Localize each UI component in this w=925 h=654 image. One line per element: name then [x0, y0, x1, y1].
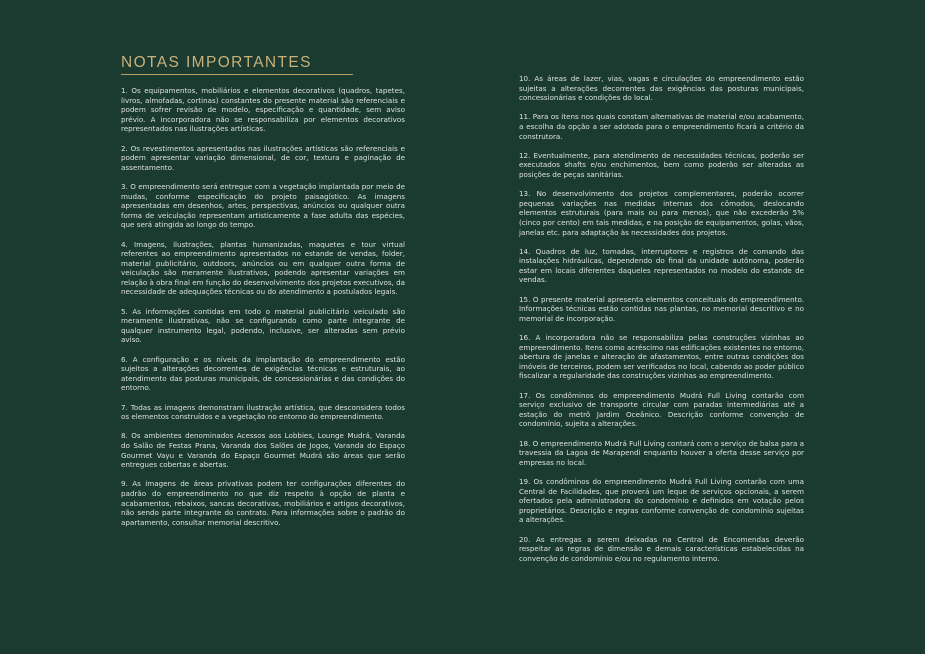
note-3: 3. O empreendimento será entregue com a vegetação implantada por meio de mudas, conforme especificação do projeto paisagístico. As imagens apresentadas em desenhos, artes, perspectivas, anúncios ou qualquer outra forma de veiculação representam artisticamente a fase adulta das espécies, que será atingida ao longo do tempo.	[121, 181, 405, 230]
note-20: 20. As entregas a serem deixadas na Central de Encomendas deverão respeitar as regras de dimensão e demais características estabelecidas na convenção de condomínio e/ou no regulamento interno.	[519, 534, 804, 563]
page-title: NOTAS IMPORTANTES	[121, 54, 312, 71]
note-9: 9. As imagens de áreas privativas podem ter configurações diferentes do padrão do empreendimento no que diz respeito à opção de planta e acabamentos, rebaixos, sancas decorativas, mobiliários e artigos decorativos, não sendo parte integrante do contrato. Para informações sobre o padrão do apartamento, consultar memorial descritivo.	[121, 479, 405, 527]
notes-column-right	[519, 74, 804, 573]
note-15: 15. O presente material apresenta elementos conceituais do empreendimento. Informações técnicas estão contidas nas plantas, no memorial descritivo e no memorial de incorporação.	[519, 294, 804, 323]
note-17: 17. Os condôminos do empreendimento Mudrá Full Living contarão com serviço exclusivo de transporte circular com paradas intermediárias até a estação do metrô Jardim Oceânico. Descrição conforme convenção de condomínio, sujeita a alterações.	[519, 390, 804, 429]
notes-column-left	[121, 86, 405, 537]
note-4: 4. Imagens, ilustrações, plantas humanizadas, maquetes e tour virtual referentes ao empreendimento apresentados no estande de vendas, folder, material publicitário, outdoors, anúncios ou em qualquer outra forma de veiculação são meramente ilustrativos, podendo apresentar variações em relação à obra final em função do desenvolvimento dos projetos executivos, da necessidade de adequações técnicas ou do atendimento a postulados legais.	[121, 239, 405, 297]
note-19: 19. Os condôminos do empreendimento Mudrá Full Living contarão com uma Central de Facilidades, que proverá um leque de serviços opcionais, a serem ofertados pela administradora do condomínio e definidos em votação pelos proprietários. Descrição e regras conforme convenção de condomínio sujeitas a alterações.	[519, 476, 804, 525]
note-18: 18. O empreendimento Mudrá Full Living contará com o serviço de balsa para a travessia da Lagoa de Marapendi enquanto houver a oferta desse serviço por empresas no local.	[519, 438, 804, 467]
note-10: 10. As áreas de lazer, vias, vagas e circulações do empreendimento estão sujeitas a alterações decorrentes das exigências das posturas municipais, concessionárias e condições do local.	[519, 74, 804, 103]
note-11: 11. Para os itens nos quais constam alternativas de material e/ou acabamento, a escolha da opção a ser adotada para o empreendimento ficará a critério da construtora.	[519, 112, 804, 141]
note-13: 13. No desenvolvimento dos projetos complementares, poderão ocorrer pequenas variações nas medidas internas dos cômodos, deslocando elementos estruturais (para mais ou para menos), que não excederão 5% (cinco por cento) em tais medidas, e na posição de equipamentos, golas, vãos, janelas etc. para adaptação às necessidades dos projetos.	[519, 189, 804, 237]
note-1: 1. Os equipamentos, mobiliários e elementos decorativos (quadros, tapetes, livros, almofadas, cortinas) constantes do presente material são referenciais e podem sofrer revisão de modelo, especificação e quantidade, sem aviso prévio. A incorporadora não se responsabiliza por elementos decorativos representados nas ilustrações artísticas.	[121, 86, 405, 134]
title-underline	[121, 74, 353, 75]
note-5: 5. As informações contidas em todo o material publicitário veiculado são meramente ilustrativas, não se configurando como parte integrante de qualquer instrumento legal, podendo, inclusive, ser alteradas sem prévio aviso.	[121, 306, 405, 345]
note-8: 8. Os ambientes denominados Acessos aos Lobbies, Lounge Mudrá, Varanda do Salão de Festas Prana, Varanda dos Salões de Jogos, Varanda do Espaço Gourmet Vayu e Varanda do Espaço Gourmet Mudrá são áreas que serão entregues cobertas e abertas.	[121, 431, 405, 470]
note-6: 6. A configuração e os níveis da implantação do empreendimento estão sujeitos a alterações decorrentes de exigências técnicas e estruturais, ao atendimento das posturas municipais, de concessionárias e das condições do entorno.	[121, 354, 405, 393]
note-16: 16. A incorporadora não se responsabiliza pelas construções vizinhas ao empreendimento. Itens como acréscimo nas edificações existentes no entorno, abertura de janelas e alteração de afastamentos, entre outras condições dos imóveis de terceiros, podem ser verificados no local, cabendo ao poder público fiscalizar a regularidade das construções vizinhas ao empreendimento.	[519, 333, 804, 381]
note-12: 12. Eventualmente, para atendimento de necessidades técnicas, poderão ser executados shafts e/ou enchimentos, bem como poderão ser alteradas as posições de peças sanitárias.	[519, 150, 804, 179]
note-7: 7. Todas as imagens demonstram ilustração artística, que desconsidera todos os elementos construídos e a vegetação no entorno do empreendimento.	[121, 402, 405, 422]
note-2: 2. Os revestimentos apresentados nas ilustrações artísticas são referenciais e podem apresentar variação dimensional, de cor, textura e paginação de assentamento.	[121, 143, 405, 172]
note-14: 14. Quadros de luz, tomadas, interruptores e registros de comando das instalações hidráulicas, dependendo do final da unidade autônoma, poderão estar em locais diferentes daqueles representados no modelo do estande de vendas.	[519, 246, 804, 285]
